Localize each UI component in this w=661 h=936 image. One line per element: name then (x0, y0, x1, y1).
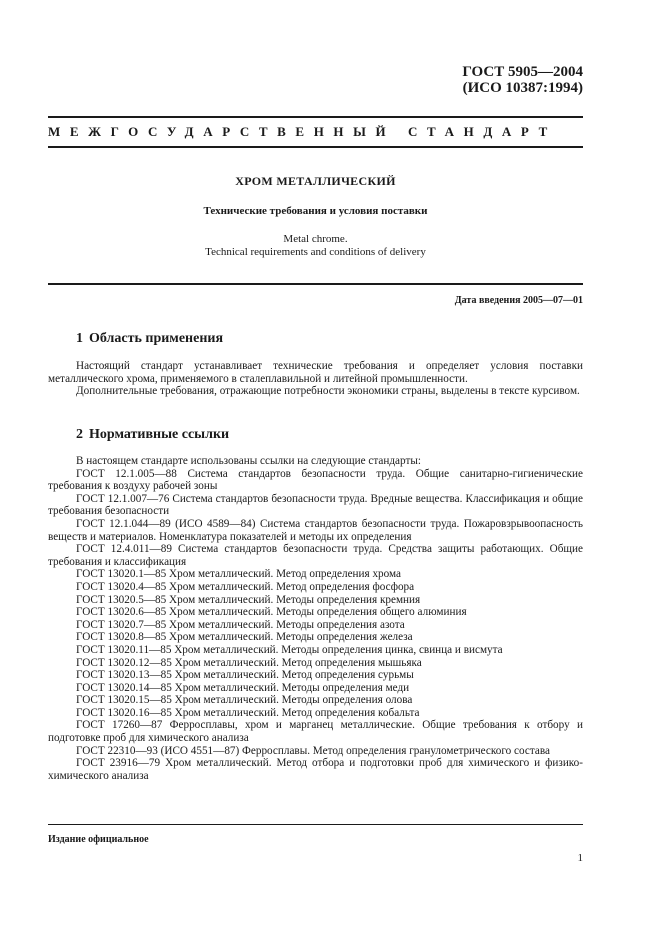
references-intro: В настоящем стандарте использованы ссылки на следующие стандарты: (76, 455, 421, 467)
reference-item: ГОСТ 13020.12—85 Хром металлический. Метод определения мышьяка (76, 656, 422, 669)
reference-item: ГОСТ 13020.5—85 Хром металлический. Методы определения кремния (76, 593, 421, 606)
standard-number-block (462, 64, 583, 96)
reference-item: ГОСТ 13020.7—85 Хром металлический. Методы определения азота (76, 618, 405, 631)
iso-number: (ИСО 10387:1994) (462, 80, 583, 96)
section-1-heading (76, 331, 223, 347)
section-2-title: Нормативные ссылки (89, 427, 230, 442)
interstate-standard-label: МЕЖГОСУДАРСТВЕННЫЙ СТАНДАРТ (48, 124, 557, 139)
standard-number: ГОСТ 5905—2004 (462, 64, 583, 80)
section-2-number: 2 (76, 427, 83, 442)
reference-item: ГОСТ 13020.8—85 Хром металлический. Методы определения железа (76, 631, 413, 644)
reference-item: ГОСТ 12.1.044—89 (ИСО 4589—84) Система стандартов безопасности труда. Пожаровзрывоопасность веществ и материалов. Номенклатура показателей и методы их определения (48, 517, 583, 543)
section-2-heading (76, 427, 229, 443)
reference-item: ГОСТ 13020.11—85 Хром металлический. Методы определения цинка, свинца и висмута (76, 643, 503, 656)
reference-item: ГОСТ 12.4.011—89 Система стандартов безопасности труда. Средства защиты работающих. Общие требования и классификация (48, 543, 583, 568)
reference-item: ГОСТ 12.1.005—88 Система стандартов безопасности труда. Общие санитарно-гигиенические требования к воздуху рабочей зоны (48, 467, 583, 493)
title-block (48, 174, 583, 259)
reference-item: ГОСТ 22310—93 (ИСО 4551—87) Ферросплавы. Метод определения гранулометрического состава (76, 744, 550, 757)
page-number: 1 (577, 852, 583, 864)
english-title-line-2: Technical requirements and conditions of delivery (205, 246, 426, 258)
reference-item: ГОСТ 13020.6—85 Хром металлический. Методы определения общего алюминия (76, 606, 467, 619)
reference-item: ГОСТ 13020.1—85 Хром металлический. Метод определения хрома (76, 568, 402, 581)
reference-item: ГОСТ 13020.4—85 Хром металлический. Метод определения фосфора (76, 580, 415, 593)
section-1-number: 1 (76, 331, 83, 346)
section-1-title: Область применения (89, 331, 224, 346)
section-1-paragraph: Настоящий стандарт устанавливает технические требования и определяет условия поставки металлического хрома, применяемого в сталеплавильной и литейной промышленности. (48, 360, 583, 385)
document-subtitle: Технические требования и условия поставки (203, 205, 428, 217)
english-title (48, 233, 583, 259)
top-rule (48, 116, 583, 118)
document-title: ХРОМ МЕТАЛЛИЧЕСКИЙ (235, 174, 396, 188)
reference-item: ГОСТ 23916—79 Хром металлический. Метод отбора и подготовки проб для химического и физико-химического анализа (48, 757, 583, 782)
reference-item: ГОСТ 17260—87 Ферросплавы, хром и марганец металлические. Общие требования к отбору и подготовке проб для химического анализа (48, 719, 583, 745)
footer-rule (48, 824, 583, 825)
references-list (48, 455, 583, 782)
introduction-date: Дата введения 2005—07—01 (454, 295, 583, 306)
reference-item: ГОСТ 13020.15—85 Хром металлический. Методы определения олова (76, 694, 413, 707)
reference-item: ГОСТ 13020.13—85 Хром металлический. Метод определения сурьмы (76, 669, 414, 682)
reference-item: ГОСТ 13020.14—85 Хром металлический. Методы определения меди (76, 681, 410, 694)
reference-item: ГОСТ 13020.16—85 Хром металлический. Метод определения кобальта (76, 706, 420, 719)
reference-item: ГОСТ 12.1.007—76 Система стандартов безопасности труда. Вредные вещества. Классификация и общие требования безопасности (48, 492, 583, 518)
title-rule (48, 283, 583, 285)
edition-label: Издание официальное (48, 834, 149, 845)
section-1-body (48, 360, 583, 398)
section-1-paragraph: Дополнительные требования, отражающие потребности экономики страны, выделены в тексте курсивом. (76, 385, 580, 398)
english-title-line-1: Metal chrome. (283, 233, 348, 245)
interstate-rule (48, 146, 583, 148)
